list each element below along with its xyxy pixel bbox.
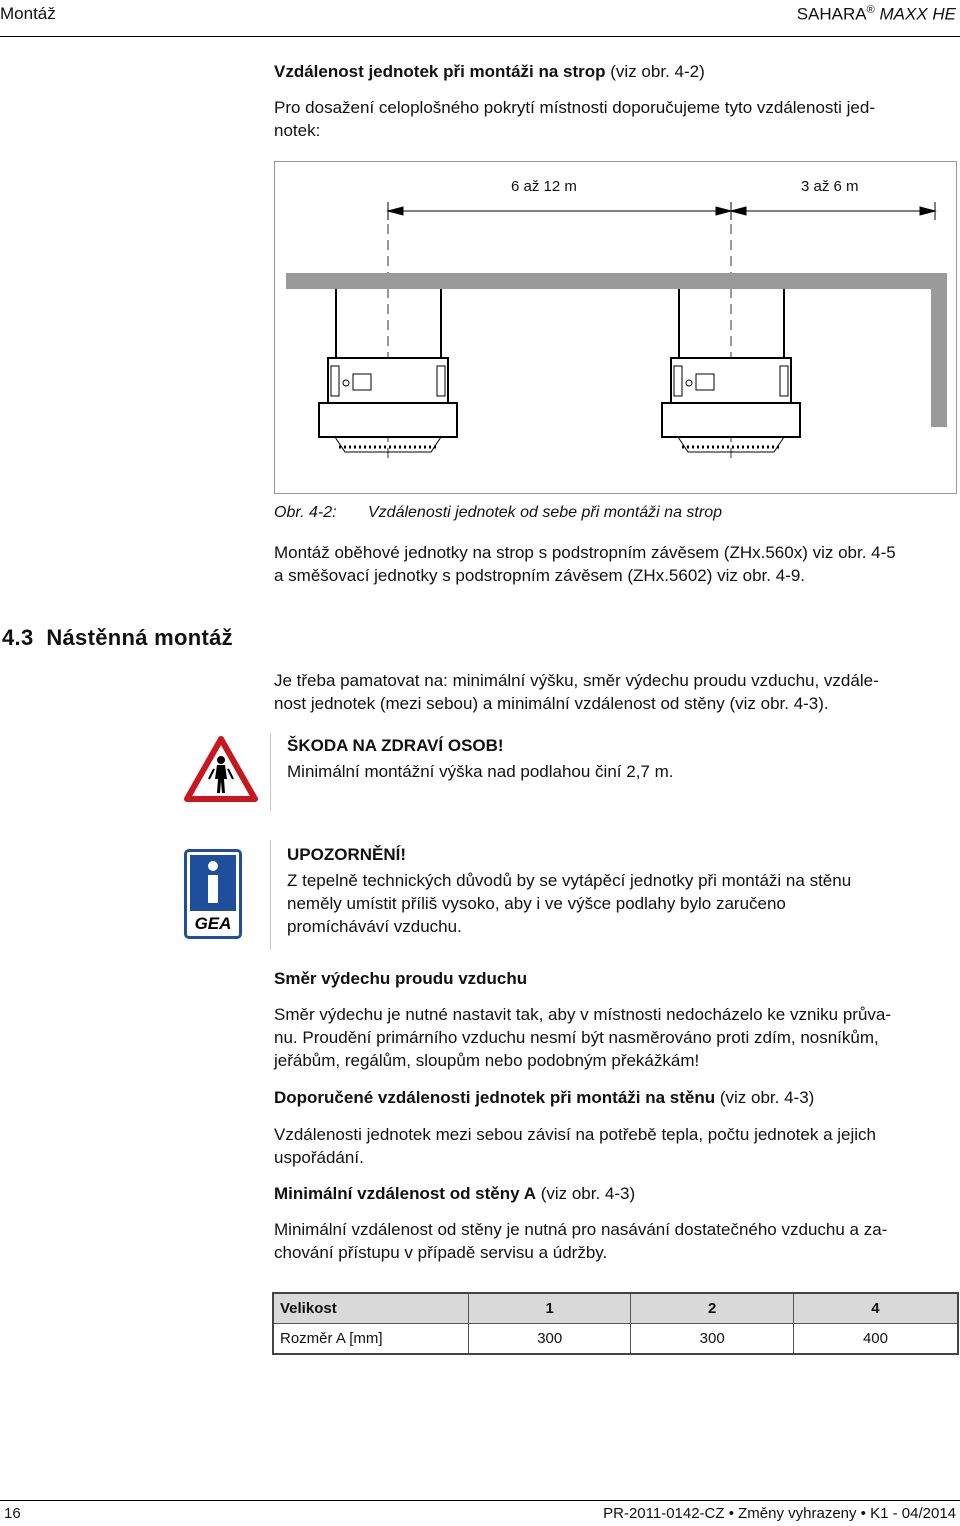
footer-doc-info: PR-2011-0142-CZ • Změny vyhrazeny • K1 - 04/2014 [603,1505,956,1522]
min-wall-line1: Minimální vzdálenost od stěny je nutná pro nasávání dostatečného vzduchu a za- [274,1220,888,1239]
table-cell: Rozměr A [mm] [273,1324,469,1355]
table-cell: 300 [631,1324,793,1355]
table-header-row [273,1293,958,1324]
notice-line2: neměly umístit příliš vysoko, aby i ve výšce podlahy bylo zaručeno [287,894,786,913]
airflow-line3: jeřábům, regálům, sloupům nebo podobným překážkám! [274,1051,700,1070]
intro-text-line2: notek: [274,121,321,140]
table-header-cell: 2 [631,1293,793,1324]
wall-distance-heading-text: Doporučené vzdálenosti jednotek při montáži na stěnu [274,1088,716,1107]
figure-caption-text: Vzdálenosti jednotek od sebe při montáži na strop [368,504,722,521]
intro-heading [274,60,954,83]
notice-line1: Z tepelně technických důvodů by se vytápěcí jednotky při montáži na stěnu [287,871,852,890]
header-product-name: SAHARA [796,4,867,24]
table-header-cell: 1 [469,1293,631,1324]
notice-title: UPOZORNĚNÍ! [287,845,406,864]
section-intro-line1: Je třeba pamatovat na: minimální výšku, směr výdechu proudu vzduchu, vzdále- [274,671,879,690]
registered-mark: ® [866,4,875,16]
min-wall-heading [274,1182,954,1205]
info-sign-icon [184,849,242,939]
min-wall-heading-text: Minimální vzdálenost od stěny A [274,1184,536,1203]
table-cell: 300 [469,1324,631,1355]
wall-distance-heading-ref: (viz obr. 4-3) [715,1088,815,1107]
airflow-heading: Směr výdechu proudu vzduchu [274,969,528,988]
table-header-cell: Velikost [273,1293,469,1324]
warning-triangle-icon [184,736,258,802]
wall-distance-table [272,1292,959,1355]
section-intro-line2: nost jednotek (mezi sebou) a minimální vzdálenost od stěny (viz obr. 4-3). [274,694,829,713]
min-wall-line2: chování přístupu v případě servisu a údržby. [274,1243,608,1262]
intro-heading-text: Vzdálenost jednotek při montáži na strop [274,62,606,81]
gea-logo: GEA [194,914,232,933]
wall-distance-line2: uspořádání. [274,1148,364,1167]
warning-title: ŠKODA NA ZDRAVÍ OSOB! [287,736,504,755]
table-cell: 400 [793,1324,958,1355]
notice-divider [270,840,271,950]
wall-distance-heading [274,1086,954,1109]
section-number: 4.3 [2,625,34,650]
airflow-line2: nu. Proudění primárního vzduchu nesmí být nasměrováno proti zdím, nosníkům, [274,1028,879,1047]
mount-note-line2: a směšovací jednotky s podstropním závěsem (ZHx.5602) viz obr. 4-9. [274,566,806,585]
section-heading [2,625,233,651]
wall-distance-line1: Vzdálenosti jednotek mezi sebou závisí na potřebě tepla, počtu jednotek a jejich [274,1125,876,1144]
ceiling-mount-diagram [275,162,956,493]
header-product-model: MAXX HE [879,4,956,24]
table-header-cell: 4 [793,1293,958,1324]
table-row [273,1324,958,1355]
warning-divider [270,733,271,811]
footer-rule [0,1500,960,1501]
header-product [797,4,956,25]
section-title: Nástěnná montáž [46,625,233,650]
warning-text: Minimální montážní výška nad podlahou činí 2,7 m. [287,762,674,781]
mount-note-line1: Montáž oběhové jednotky na strop s podstropním závěsem (ZHx.560x) viz obr. 4-5 [274,543,896,562]
info-sign-field [190,855,236,911]
figure-caption-number: Obr. 4-2: [274,504,337,521]
airflow-line1: Směr výdechu je nutné nastavit tak, aby v místnosti nedocházelo ke vzniku průva- [274,1005,892,1024]
intro-text-line1: Pro dosažení celoplošného pokrytí místnosti doporučujeme tyto vzdálenosti jed- [274,98,875,117]
intro-heading-ref: (viz obr. 4-2) [605,62,705,81]
min-wall-heading-ref: (viz obr. 4-3) [535,1184,636,1203]
header-section-title: Montáž [0,4,56,23]
page-number: 16 [4,1505,21,1522]
dim-label-left: 6 až 12 m [511,178,577,195]
notice-line3: promícháváví vzduchu. [287,917,462,936]
dim-label-right: 3 až 6 m [801,178,859,195]
figure-frame [274,161,957,494]
header-rule [0,36,960,37]
